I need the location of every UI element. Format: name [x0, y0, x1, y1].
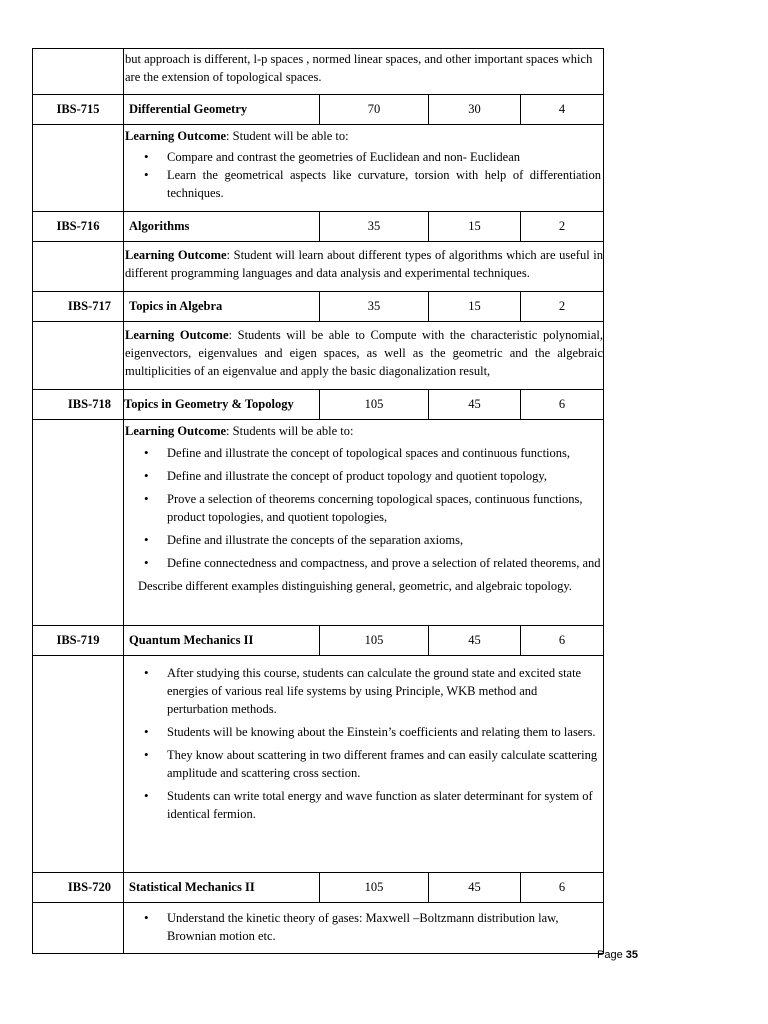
- learning-outcome-row: [33, 420, 604, 626]
- learning-outcome-label: Learning Outcome: [125, 129, 227, 143]
- learning-outcome-text: : Students will be able to:: [226, 424, 354, 438]
- course-header-row: [33, 95, 604, 125]
- intro-text: but approach is different, l-p spaces , normed linear spaces, and other important spaces which are the extension of topological spaces.: [124, 49, 604, 95]
- course-code: IBS-719: [33, 626, 124, 656]
- outcome-item: • Prove a selection of theorems concerning topological spaces, continuous functions, product topologies, and quotient topologies,: [125, 490, 603, 526]
- learning-outcome-label: Learning Outcome: [125, 248, 227, 262]
- course-code: IBS-717: [33, 292, 124, 322]
- course-code: IBS-720: [33, 873, 124, 903]
- course-title: Algorithms: [124, 212, 320, 242]
- course-code: IBS-718: [33, 390, 124, 420]
- outcome-list: [125, 148, 603, 202]
- course-lecture-hours: 70: [320, 95, 429, 125]
- course-title: Statistical Mechanics II: [124, 873, 320, 903]
- outcome-list: [125, 664, 603, 823]
- course-code: IBS-716: [33, 212, 124, 242]
- course-credits: 2: [521, 212, 604, 242]
- course-header-row: [33, 390, 604, 420]
- learning-outcome-row: [33, 125, 604, 212]
- outcome-closing-text: Describe different examples distinguishing general, geometric, and algebraic topology.: [138, 579, 572, 593]
- outcome-item: • Students will be knowing about the Einstein’s coefficients and relating them to lasers.: [125, 723, 603, 741]
- course-lecture-hours: 105: [320, 873, 429, 903]
- course-lecture-hours: 35: [320, 292, 429, 322]
- course-tutorial-hours: 45: [429, 873, 521, 903]
- course-header-row: [33, 212, 604, 242]
- learning-outcome-row: [33, 656, 604, 873]
- course-title: Topics in Algebra: [124, 292, 320, 322]
- course-lecture-hours: 105: [320, 390, 429, 420]
- course-code: IBS-715: [33, 95, 124, 125]
- outcome-item: • Understand the kinetic theory of gases: Maxwell –Boltzmann distribution law, Brownian motion etc.: [125, 909, 603, 945]
- outcome-item: • Define and illustrate the concept of topological spaces and continuous functions,: [125, 444, 603, 462]
- outcome-item: • Define and illustrate the concepts of the separation axioms,: [125, 531, 603, 549]
- learning-outcome-row: [33, 903, 604, 954]
- outcome-item: • Students can write total energy and wave function as slater determinant for system of identical fermion.: [125, 787, 603, 823]
- course-credits: 6: [521, 626, 604, 656]
- course-tutorial-hours: 15: [429, 212, 521, 242]
- outcome-item: • Define and illustrate the concept of product topology and quotient topology,: [125, 467, 603, 485]
- course-tutorial-hours: 45: [429, 390, 521, 420]
- course-title: Quantum Mechanics II: [124, 626, 320, 656]
- outcome-list: [125, 444, 603, 572]
- outcome-item: • Define connectedness and compactness, and prove a selection of related theorems, and: [125, 554, 603, 572]
- course-lecture-hours: 35: [320, 212, 429, 242]
- course-title: Topics in Geometry & Topology: [124, 390, 320, 420]
- course-table: [32, 48, 604, 954]
- outcome-list: [125, 909, 603, 945]
- outcome-item: • They know about scattering in two different frames and can easily calculate scattering amplitude and scattering cross section.: [125, 746, 603, 782]
- course-lecture-hours: 105: [320, 626, 429, 656]
- learning-outcome-row: [33, 322, 604, 390]
- page-label: Page: [597, 949, 623, 961]
- outcome-item: • Learn the geometrical aspects like curvature, torsion with help of differentiation techniques.: [125, 166, 603, 202]
- outcome-item: • Compare and contrast the geometries of Euclidean and non- Euclidean: [125, 148, 603, 166]
- course-tutorial-hours: 15: [429, 292, 521, 322]
- course-credits: 6: [521, 390, 604, 420]
- course-credits: 6: [521, 873, 604, 903]
- intro-row: [33, 49, 604, 95]
- page-number: [597, 949, 638, 961]
- course-header-row: [33, 626, 604, 656]
- outcome-item: • After studying this course, students can calculate the ground state and excited state energies of various real life systems by using Principle, WKB method and perturbation methods.: [125, 664, 603, 718]
- learning-outcome-text: : Students will be able to Compute with the characteristic polynomial, eigenvectors, eigenvalues and eigen spaces, as well as the geometric and the algebraic multiplicities of an eigenvalue and apply the basic diagonalization result,: [125, 328, 604, 378]
- course-credits: 4: [521, 95, 604, 125]
- course-title: Differential Geometry: [124, 95, 320, 125]
- page-number-value: 35: [625, 949, 639, 961]
- learning-outcome-label: Learning Outcome: [125, 424, 227, 438]
- course-tutorial-hours: 30: [429, 95, 521, 125]
- learning-outcome-label: Learning Outcome: [125, 328, 229, 342]
- course-tutorial-hours: 45: [429, 626, 521, 656]
- course-credits: 2: [521, 292, 604, 322]
- learning-outcome-text: : Student will be able to:: [226, 129, 349, 143]
- course-header-row: [33, 292, 604, 322]
- learning-outcome-text: : Student will learn about different types of algorithms which are useful in different programming languages and data analysis and experimental techniques.: [125, 248, 604, 280]
- learning-outcome-row: [33, 242, 604, 292]
- course-header-row: [33, 873, 604, 903]
